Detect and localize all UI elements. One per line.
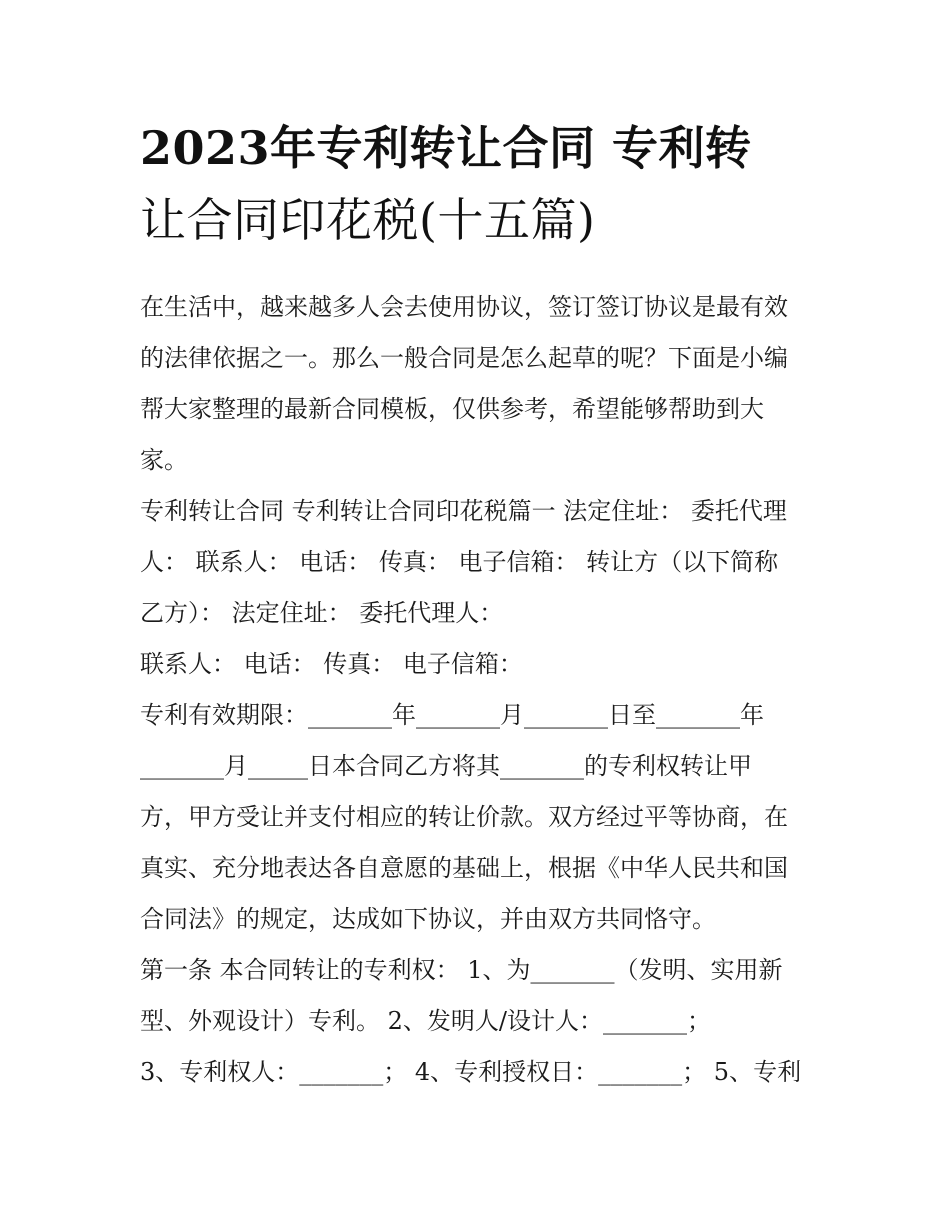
body-line: 联系人： 电话： 传真： 电子信箱： (140, 650, 523, 678)
body-line: 家。 (140, 446, 188, 474)
body-line: 帮大家整理的最新合同模板，仅供参考，希望能够帮助到大 (140, 395, 764, 423)
title-line-1: 2023年专利转让合同 专利转 (140, 121, 752, 175)
body-line: 第一条 本合同转让的专利权： 1、为_______（发明、实用新 (140, 956, 783, 984)
body-line: 乙方）： 法定住址： 委托代理人： (140, 599, 504, 627)
body-line: 的法律依据之一。那么一般合同是怎么起草的呢？下面是小编 (140, 344, 788, 372)
body-line: 人： 联系人： 电话： 传真： 电子信箱： 转让方（以下简称 (140, 548, 779, 576)
body-line: 真实、充分地表达各自意愿的基础上，根据《中华人民共和国 (140, 854, 788, 882)
body-line: 方，甲方受让并支付相应的转让价款。双方经过平等协商，在 (140, 803, 788, 831)
document-title (140, 112, 820, 256)
body-line: 专利转让合同 专利转让合同印花税篇一 法定住址： 委托代理 (140, 497, 787, 525)
body-line: _______月_____日本合同乙方将其_______的专利权转让甲 (140, 752, 752, 780)
body-line: 型、外观设计）专利。 2、发明人/设计人：_______； (140, 1007, 711, 1035)
body-line: 合同法》的规定，达成如下协议，并由双方共同恪守。 (140, 905, 716, 933)
body-line: 3、专利权人：_______； 4、专利授权日：_______； 5、专利 (140, 1058, 802, 1086)
body-line: 在生活中，越来越多人会去使用协议，签订签订协议是最有效 (140, 293, 788, 321)
document-body (140, 282, 816, 1098)
title-line-2: 让合同印花税(十五篇) (140, 193, 596, 247)
body-line: 专利有效期限：_______年_______月_______日至_______年 (140, 701, 764, 729)
